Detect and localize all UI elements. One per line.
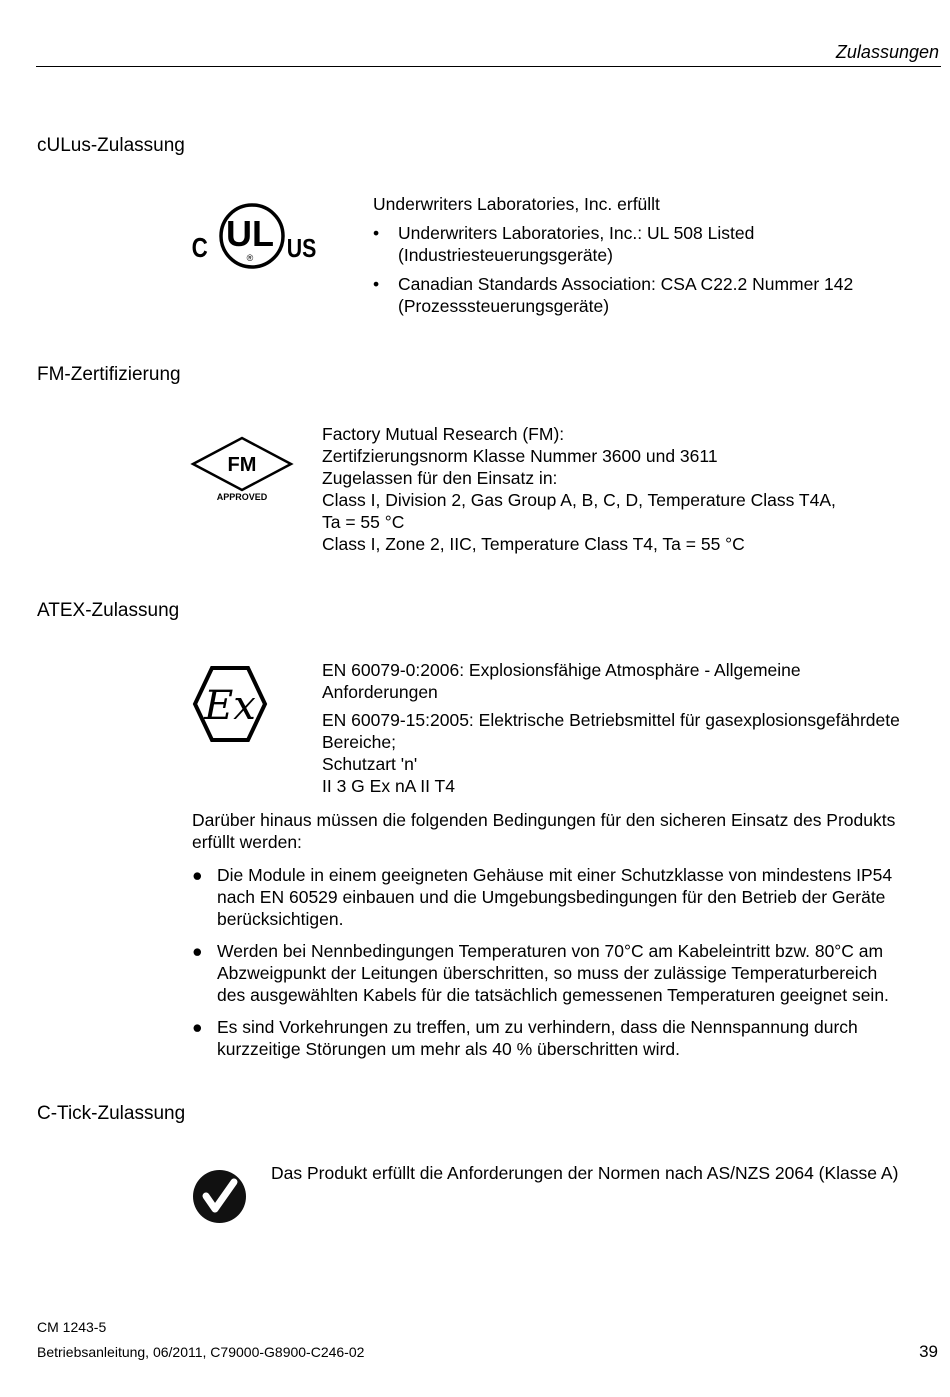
atex-conditions-list [192, 864, 937, 1060]
bullet-icon: ● [192, 865, 203, 885]
bullet-icon: ● [192, 941, 203, 961]
ctick-text: Das Produkt erfüllt die Anforderungen der Normen nach AS/NZS 2064 (Klasse A) [271, 1163, 899, 1183]
bullet-icon: • [373, 274, 380, 294]
list-item: • Canadian Standards Association: CSA C22.2 Nummer 142 (Prozesssteuerungsgeräte) [373, 274, 854, 316]
culus-logo-ul: UL [226, 213, 274, 254]
fm-text-block: Factory Mutual Research (FM): Zertifzierungsnorm Klasse Nummer 3600 und 3611 Zugelassen für den Einsatz in: Class I, Division 2, Gas Group A, B, C, D, Temperature Class T4A, Ta = 55 °C Class I, Zone 2, IIC, Temperature Class T4, Ta = 55 °C [322, 424, 836, 554]
culus-logo-reg: ® [246, 253, 254, 263]
list-item: ● Werden bei Nennbedingungen Temperaturen von 70°C am Kabeleintritt bzw. 80°C am Abzweigpunkt der Leitungen überschritten, so muss der zulässige Temperaturbereich des ausgewählten Kabels für die tatsächlich gemessenen Temperaturen geeignet sein. [192, 941, 889, 1005]
bullet-icon: • [373, 223, 380, 243]
footer-manual: Betriebsanleitung, 06/2011, C79000-G8900-C246-02 [37, 1344, 365, 1360]
culus-heading: cULus-Zulassung [37, 135, 185, 156]
fm-logo-mark: FM [227, 454, 257, 476]
page-number: 39 [919, 1342, 938, 1361]
header-rule [36, 66, 941, 67]
culus-logo-us: US [286, 234, 317, 264]
running-header-title: Zulassungen [835, 42, 939, 62]
atex-conditions-intro: Darüber hinaus müssen die folgenden Bedingungen für den sicheren Einsatz des Produkts erfüllt werden: [192, 810, 896, 852]
culus-logo [190, 195, 320, 277]
ex-logo-text: Ex [204, 683, 256, 729]
fm-approved-logo [190, 434, 295, 504]
atex-heading: ATEX-Zulassung [37, 600, 180, 621]
culus-intro: Underwriters Laboratories, Inc. erfüllt [373, 194, 660, 214]
list-item: ● Die Module in einem geeigneten Gehäuse mit einer Schutzklasse von mindestens IP54 nach EN 60529 einbauen und die Umgebungsbedingungen für den Betrieb der Geräte berücksichtigen. [192, 865, 893, 929]
ctick-heading: C-Tick-Zulassung [37, 1103, 186, 1124]
culus-logo-c: C [191, 232, 208, 264]
bullet-icon: ● [192, 1017, 203, 1037]
footer-product: CM 1243-5 [37, 1319, 107, 1335]
list-item: ● Es sind Vorkehrungen zu treffen, um zu verhindern, dass die Nennspannung durch kurzzeitige Störungen um mehr als 40 % überschritten wird. [192, 1017, 858, 1059]
culus-list [373, 222, 933, 317]
ex-hexagon-icon [192, 665, 268, 743]
fm-heading: FM-Zertifizierung [37, 364, 181, 385]
c-tick-icon [192, 1169, 247, 1224]
atex-standards-block: EN 60079-0:2006: Explosionsfähige Atmosphäre - Allgemeine Anforderungen EN 60079-15:2005: Elektrische Betriebsmittel für gasexplosionsgefährdete Bereiche; Schutzart 'n' II 3 G Ex nA II T4 [322, 660, 900, 796]
list-item: • Underwriters Laboratories, Inc.: UL 508 Listed (Industriesteuerungsgeräte) [373, 223, 755, 265]
culus-text-block [373, 193, 933, 317]
fm-logo-sub: APPROVED [216, 492, 268, 502]
